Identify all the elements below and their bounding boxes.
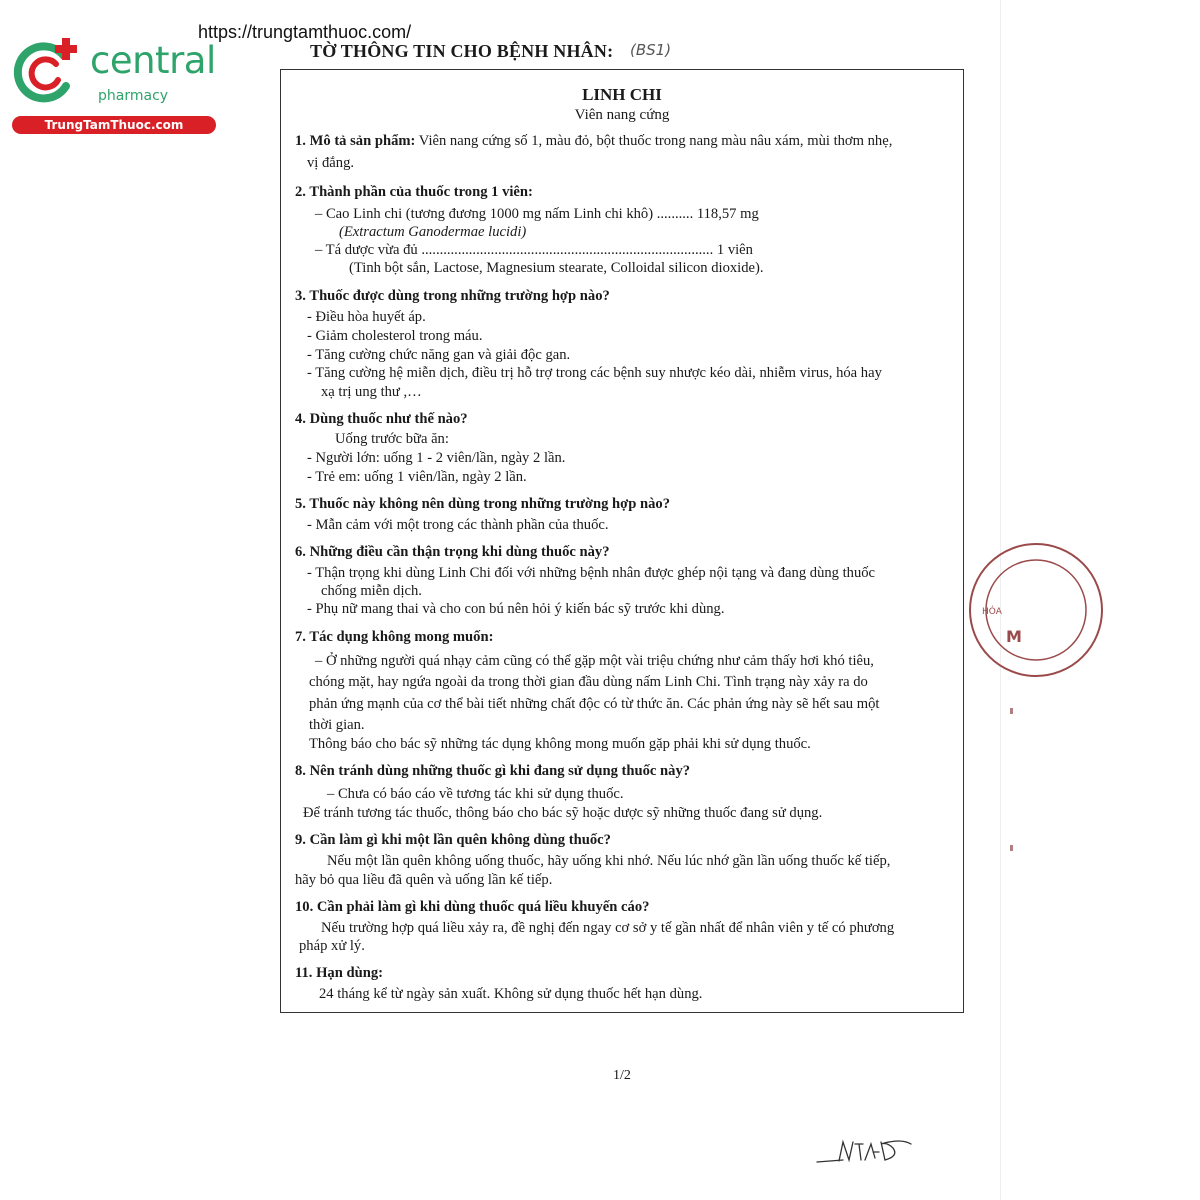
interaction-notice: Để tránh tương tác thuốc, thông báo cho bác sỹ hoặc dược sỹ những thuốc đang sử dụng. (303, 805, 823, 821)
side-effect-paragraph: chóng mặt, hay ngứa ngoài da trong thời gian đầu dùng nấm Linh Chi. Tình trạng này xảy ra do (309, 674, 868, 690)
indication-item: - Điều hòa huyết áp. (307, 309, 426, 325)
dosage-intro: Uống trước bữa ăn: (335, 431, 449, 447)
missed-dose-paragraph: Nếu một lần quên không uống thuốc, hãy uống khi nhớ. Nếu lúc nhớ gần lần uống thuốc kế tiếp, (327, 853, 891, 869)
side-effect-paragraph: thời gian. (309, 717, 365, 733)
side-effect-paragraph: – Ở những người quá nhạy cảm cũng có thể gặp một vài triệu chứng như cảm thấy hơi khó tiêu, (315, 653, 874, 669)
watermark-url: https://trungtamthuoc.com/ (198, 22, 412, 42)
indication-item: - Tăng cường chức năng gan và giải độc gan. (307, 347, 571, 363)
section-3-heading: 3. Thuốc được dùng trong những trường hợp nào? (295, 288, 610, 304)
section-1 (295, 132, 892, 151)
precaution-item-cont: chống miễn dịch. (321, 583, 422, 599)
logo-brand-bar: TrungTamThuoc.com (12, 116, 216, 134)
svg-text:HÓA: HÓA (982, 607, 1002, 617)
product-subtitle: Viên nang cứng (574, 107, 670, 123)
section-8-heading: 8. Nên tránh dùng những thuốc gì khi đang sử dụng thuốc này? (295, 763, 691, 779)
missed-dose-paragraph: hãy bỏ qua liều đã quên và uống lần kế tiếp. (295, 872, 553, 888)
central-pharmacy-logo (8, 36, 218, 136)
section-1-text: Viên nang cứng số 1, màu đỏ, bột thuốc trong nang màu nâu xám, mùi thơm nhẹ, (415, 133, 893, 149)
overdose-paragraph: pháp xử lý. (299, 938, 365, 954)
overdose-paragraph: Nếu trường hợp quá liều xảy ra, đề nghị đến ngay cơ sở y tế gần nhất để nhân viên y tế có phương (321, 920, 895, 936)
section-11-heading: 11. Hạn dùng: (295, 965, 384, 981)
indication-item-cont: xạ trị ung thư ,… (321, 384, 422, 400)
contraindication-item: - Mẫn cảm với một trong các thành phần của thuốc. (307, 517, 609, 533)
svg-text:M: M (1006, 627, 1022, 646)
section-7-heading: 7. Tác dụng không mong muốn: (295, 629, 494, 645)
margin-mark (1010, 708, 1013, 714)
leaflet-header-title: TỜ THÔNG TIN CHO BỆNH NHÂN: (310, 41, 614, 61)
side-effect-paragraph: phản ứng mạnh của cơ thể bài tiết những chất độc có từ thức ăn. Các phản ứng này sẽ hết sau một (309, 696, 880, 712)
central-logo-icon (12, 36, 82, 108)
excipient-list: (Tinh bột sắn, Lactose, Magnesium stearate, Colloidal silicon dioxide). (349, 260, 764, 276)
handwritten-note: (BS1) (630, 41, 672, 59)
ingredient-item-2: – Tá dược vừa đủ ................................................................................ 1 viên (315, 242, 753, 258)
section-5-heading: 5. Thuốc này không nên dùng trong những trường hợp nào? (295, 496, 671, 512)
logo-brand-text: central (90, 39, 216, 82)
leaflet-content-box (280, 69, 964, 1013)
official-stamp (966, 540, 1022, 680)
interaction-item: – Chưa có báo cáo về tương tác khi sử dụng thuốc. (327, 786, 624, 802)
dosage-item: - Người lớn: uống 1 - 2 viên/lần, ngày 2 lần. (307, 450, 566, 466)
precaution-item: - Phụ nữ mang thai và cho con bú nên hỏi ý kiến bác sỹ trước khi dùng. (307, 601, 725, 617)
handwritten-signature (815, 1130, 915, 1170)
ingredient-latin-name: (Extractum Ganodermae lucidi) (339, 224, 527, 240)
section-9-heading: 9. Cần làm gì khi một lần quên không dùng thuốc? (295, 832, 611, 848)
product-title: LINH CHI (582, 85, 662, 104)
section-4-heading: 4. Dùng thuốc như thế nào? (295, 411, 468, 427)
indication-item: - Giảm cholesterol trong máu. (307, 328, 483, 344)
logo-brand-subtext: pharmacy (98, 88, 169, 104)
shelf-life-text: 24 tháng kể từ ngày sản xuất. Không sử dụng thuốc hết hạn dùng. (319, 986, 703, 1002)
indication-item: - Tăng cường hệ miễn dịch, điều trị hỗ trợ trong các bệnh suy nhược kéo dài, nhiễm virus, hóa hay (307, 365, 882, 381)
precaution-item: - Thận trọng khi dùng Linh Chi đối với những bệnh nhân được ghép nội tạng và đang dùng thuốc (307, 565, 876, 581)
section-2-heading: 2. Thành phần của thuốc trong 1 viên: (295, 184, 533, 200)
dosage-item: - Trẻ em: uống 1 viên/lần, ngày 2 lần. (307, 469, 527, 485)
section-10-heading: 10. Cần phải làm gì khi dùng thuốc quá liều khuyến cáo? (295, 899, 650, 915)
page-number: 1/2 (613, 1068, 631, 1083)
margin-mark (1010, 845, 1013, 851)
ingredient-item-1: – Cao Linh chi (tương đương 1000 mg nấm Linh chi khô) .......... 118,57 mg (315, 206, 759, 222)
section-1-text-cont: vị đắng. (307, 155, 355, 171)
section-1-heading: 1. Mô tả sản phẩm: (295, 133, 416, 149)
section-6-heading: 6. Những điều cần thận trọng khi dùng thuốc này? (295, 544, 610, 560)
side-effect-notice: Thông báo cho bác sỹ những tác dụng không mong muốn gặp phải khi sử dụng thuốc. (309, 736, 811, 752)
